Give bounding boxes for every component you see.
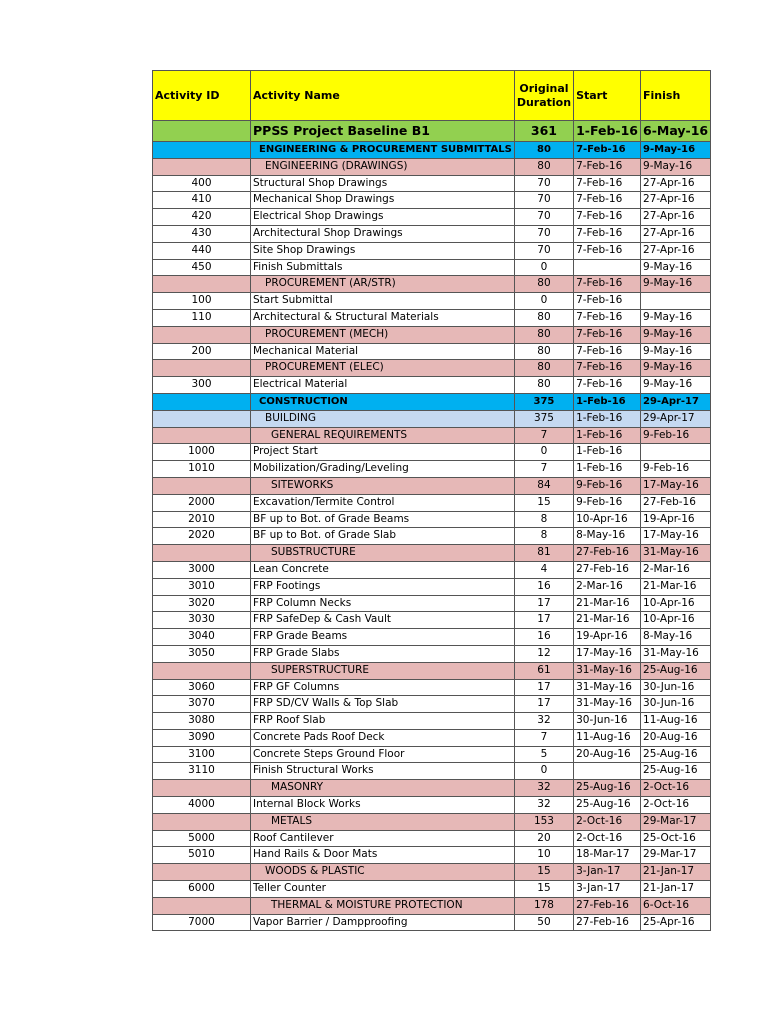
- activity-name-cell: BF up to Bot. of Grade Beams: [251, 511, 515, 528]
- start-cell: 27-Feb-16: [574, 545, 641, 562]
- activity-row: [153, 746, 711, 763]
- start-cell: 9-Feb-16: [574, 477, 641, 494]
- activity-name-cell: Project Start: [251, 444, 515, 461]
- wbs-level1-row: [153, 393, 711, 410]
- activity-row: [153, 713, 711, 730]
- activity-id-cell: 440: [153, 242, 251, 259]
- activity-name-cell: BF up to Bot. of Grade Slab: [251, 528, 515, 545]
- activity-name-cell: ENGINEERING & PROCUREMENT SUBMITTALS: [251, 142, 515, 159]
- start-cell: 7-Feb-16: [574, 309, 641, 326]
- activity-row: [153, 696, 711, 713]
- duration-cell: 15: [514, 864, 573, 881]
- duration-cell: 12: [514, 645, 573, 662]
- activity-name-cell: Electrical Material: [251, 377, 515, 394]
- duration-cell: 10: [514, 847, 573, 864]
- duration-cell: 16: [514, 629, 573, 646]
- activity-row: [153, 461, 711, 478]
- start-cell: 7-Feb-16: [574, 225, 641, 242]
- start-cell: 27-Feb-16: [574, 914, 641, 931]
- activity-id-cell: [153, 393, 251, 410]
- finish-cell: 2-Mar-16: [641, 561, 711, 578]
- activity-name-cell: Electrical Shop Drawings: [251, 209, 515, 226]
- finish-cell: 9-Feb-16: [641, 427, 711, 444]
- finish-cell: 17-May-16: [641, 528, 711, 545]
- start-cell: 3-Jan-17: [574, 864, 641, 881]
- activity-id-cell: 3100: [153, 746, 251, 763]
- activity-id-cell: 5010: [153, 847, 251, 864]
- activity-row: [153, 578, 711, 595]
- start-cell: 18-Mar-17: [574, 847, 641, 864]
- header-original-duration: [514, 71, 573, 121]
- activity-id-cell: 3000: [153, 561, 251, 578]
- wbs-group-row: [153, 326, 711, 343]
- activity-row: [153, 192, 711, 209]
- activity-row: [153, 511, 711, 528]
- start-cell: [574, 259, 641, 276]
- duration-cell: 50: [514, 914, 573, 931]
- activity-id-cell: 7000: [153, 914, 251, 931]
- activity-id-cell: 3030: [153, 612, 251, 629]
- start-cell: 21-Mar-16: [574, 612, 641, 629]
- activity-row: [153, 209, 711, 226]
- activity-id-cell: 6000: [153, 881, 251, 898]
- activity-id-cell: 3090: [153, 729, 251, 746]
- activity-id-cell: 2010: [153, 511, 251, 528]
- activity-id-cell: 110: [153, 309, 251, 326]
- activity-row: [153, 175, 711, 192]
- start-cell: 21-Mar-16: [574, 595, 641, 612]
- duration-cell: 16: [514, 578, 573, 595]
- activity-id-cell: 100: [153, 293, 251, 310]
- activity-id-cell: 410: [153, 192, 251, 209]
- finish-cell: 9-May-16: [641, 276, 711, 293]
- activity-id-cell: 400: [153, 175, 251, 192]
- activity-name-cell: Concrete Steps Ground Floor: [251, 746, 515, 763]
- activity-row: [153, 797, 711, 814]
- duration-cell: 80: [514, 309, 573, 326]
- activity-name-cell: Architectural Shop Drawings: [251, 225, 515, 242]
- finish-cell: 29-Mar-17: [641, 847, 711, 864]
- activity-id-cell: [153, 410, 251, 427]
- activity-id-cell: 3070: [153, 696, 251, 713]
- activity-id-cell: [153, 662, 251, 679]
- activity-id-cell: 300: [153, 377, 251, 394]
- duration-cell: 80: [514, 276, 573, 293]
- activity-row: [153, 259, 711, 276]
- finish-cell: [641, 293, 711, 310]
- wbs-group-row: [153, 360, 711, 377]
- wbs-group-row: [153, 864, 711, 881]
- duration-cell: 80: [514, 343, 573, 360]
- finish-cell: 6-May-16: [641, 121, 711, 142]
- activity-name-cell: Concrete Pads Roof Deck: [251, 729, 515, 746]
- activity-id-cell: [153, 276, 251, 293]
- activity-name-cell: FRP Grade Slabs: [251, 645, 515, 662]
- activity-id-cell: 3050: [153, 645, 251, 662]
- duration-cell: 0: [514, 259, 573, 276]
- start-cell: 7-Feb-16: [574, 142, 641, 159]
- duration-cell: 80: [514, 377, 573, 394]
- activity-name-cell: Vapor Barrier / Dampproofing: [251, 914, 515, 931]
- duration-cell: 153: [514, 813, 573, 830]
- start-cell: 1-Feb-16: [574, 461, 641, 478]
- activity-row: [153, 377, 711, 394]
- activity-row: [153, 612, 711, 629]
- activity-row: [153, 629, 711, 646]
- finish-cell: 25-Aug-16: [641, 746, 711, 763]
- duration-cell: 32: [514, 713, 573, 730]
- wbs-group-row: [153, 662, 711, 679]
- duration-cell: 15: [514, 494, 573, 511]
- activity-id-cell: 450: [153, 259, 251, 276]
- duration-cell: 17: [514, 612, 573, 629]
- finish-cell: 30-Jun-16: [641, 679, 711, 696]
- finish-cell: 30-Jun-16: [641, 696, 711, 713]
- start-cell: 7-Feb-16: [574, 326, 641, 343]
- start-cell: 11-Aug-16: [574, 729, 641, 746]
- activity-name-cell: Internal Block Works: [251, 797, 515, 814]
- finish-cell: 25-Oct-16: [641, 830, 711, 847]
- start-cell: 1-Feb-16: [574, 410, 641, 427]
- activity-name-cell: SUBSTRUCTURE: [251, 545, 515, 562]
- start-cell: 7-Feb-16: [574, 192, 641, 209]
- activity-name-cell: Finish Submittals: [251, 259, 515, 276]
- activity-row: [153, 763, 711, 780]
- activity-name-cell: FRP Grade Beams: [251, 629, 515, 646]
- duration-cell: 20: [514, 830, 573, 847]
- duration-cell: 70: [514, 192, 573, 209]
- finish-cell: 31-May-16: [641, 645, 711, 662]
- wbs-group-row: [153, 813, 711, 830]
- duration-cell: 80: [514, 326, 573, 343]
- start-cell: 31-May-16: [574, 662, 641, 679]
- schedule-body: [153, 71, 711, 931]
- duration-cell: 17: [514, 696, 573, 713]
- activity-id-cell: 2000: [153, 494, 251, 511]
- start-cell: 19-Apr-16: [574, 629, 641, 646]
- activity-row: [153, 293, 711, 310]
- duration-cell: 81: [514, 545, 573, 562]
- activity-name-cell: Start Submittal: [251, 293, 515, 310]
- start-cell: 2-Oct-16: [574, 830, 641, 847]
- wbs-group-row: [153, 897, 711, 914]
- duration-cell: 80: [514, 142, 573, 159]
- activity-row: [153, 914, 711, 931]
- finish-cell: 9-Feb-16: [641, 461, 711, 478]
- wbs-level1-row: [153, 142, 711, 159]
- finish-cell: 31-May-16: [641, 545, 711, 562]
- start-cell: 7-Feb-16: [574, 158, 641, 175]
- activity-name-cell: FRP SD/CV Walls & Top Slab: [251, 696, 515, 713]
- activity-name-cell: Roof Cantilever: [251, 830, 515, 847]
- activity-id-cell: [153, 326, 251, 343]
- activity-name-cell: Finish Structural Works: [251, 763, 515, 780]
- start-cell: 17-May-16: [574, 645, 641, 662]
- activity-row: [153, 225, 711, 242]
- header-duration-line1: Original: [519, 81, 569, 95]
- finish-cell: 25-Aug-16: [641, 763, 711, 780]
- activity-id-cell: 420: [153, 209, 251, 226]
- start-cell: 27-Feb-16: [574, 561, 641, 578]
- activity-name-cell: ENGINEERING (DRAWINGS): [251, 158, 515, 175]
- activity-row: [153, 830, 711, 847]
- header-activity-id: Activity ID: [153, 71, 251, 121]
- activity-name-cell: GENERAL REQUIREMENTS: [251, 427, 515, 444]
- start-cell: 7-Feb-16: [574, 242, 641, 259]
- activity-row: [153, 494, 711, 511]
- activity-id-cell: [153, 360, 251, 377]
- finish-cell: 21-Mar-16: [641, 578, 711, 595]
- finish-cell: 9-May-16: [641, 360, 711, 377]
- activity-row: [153, 309, 711, 326]
- duration-cell: 361: [514, 121, 573, 142]
- activity-row: [153, 847, 711, 864]
- wbs-group-row: [153, 477, 711, 494]
- finish-cell: 2-Oct-16: [641, 797, 711, 814]
- activity-name-cell: THERMAL & MOISTURE PROTECTION: [251, 897, 515, 914]
- activity-name-cell: Mobilization/Grading/Leveling: [251, 461, 515, 478]
- start-cell: 7-Feb-16: [574, 209, 641, 226]
- start-cell: 1-Feb-16: [574, 444, 641, 461]
- finish-cell: 29-Mar-17: [641, 813, 711, 830]
- header-activity-name: Activity Name: [251, 71, 515, 121]
- activity-name-cell: FRP Footings: [251, 578, 515, 595]
- activity-row: [153, 595, 711, 612]
- header-finish: Finish: [641, 71, 711, 121]
- activity-name-cell: Mechanical Shop Drawings: [251, 192, 515, 209]
- activity-name-cell: Hand Rails & Door Mats: [251, 847, 515, 864]
- finish-cell: 9-May-16: [641, 343, 711, 360]
- finish-cell: 19-Apr-16: [641, 511, 711, 528]
- activity-id-cell: 3080: [153, 713, 251, 730]
- activity-name-cell: Mechanical Material: [251, 343, 515, 360]
- activity-row: [153, 343, 711, 360]
- duration-cell: 4: [514, 561, 573, 578]
- finish-cell: 27-Apr-16: [641, 192, 711, 209]
- activity-row: [153, 679, 711, 696]
- wbs-group-row: [153, 780, 711, 797]
- duration-cell: 8: [514, 511, 573, 528]
- activity-name-cell: CONSTRUCTION: [251, 393, 515, 410]
- activity-name-cell: PPSS Project Baseline B1: [251, 121, 515, 142]
- activity-name-cell: WOODS & PLASTIC: [251, 864, 515, 881]
- activity-id-cell: 430: [153, 225, 251, 242]
- duration-cell: 0: [514, 293, 573, 310]
- finish-cell: 11-Aug-16: [641, 713, 711, 730]
- activity-row: [153, 444, 711, 461]
- wbs-group-row: [153, 158, 711, 175]
- project-row: [153, 121, 711, 142]
- start-cell: [574, 763, 641, 780]
- activity-id-cell: 1000: [153, 444, 251, 461]
- activity-row: [153, 645, 711, 662]
- activity-name-cell: PROCUREMENT (ELEC): [251, 360, 515, 377]
- finish-cell: 10-Apr-16: [641, 612, 711, 629]
- finish-cell: 10-Apr-16: [641, 595, 711, 612]
- duration-cell: 0: [514, 444, 573, 461]
- finish-cell: 6-Oct-16: [641, 897, 711, 914]
- start-cell: 1-Feb-16: [574, 121, 641, 142]
- activity-name-cell: PROCUREMENT (AR/STR): [251, 276, 515, 293]
- duration-cell: 7: [514, 427, 573, 444]
- activity-id-cell: 2020: [153, 528, 251, 545]
- start-cell: 20-Aug-16: [574, 746, 641, 763]
- finish-cell: 9-May-16: [641, 259, 711, 276]
- activity-id-cell: [153, 813, 251, 830]
- start-cell: 8-May-16: [574, 528, 641, 545]
- activity-id-cell: [153, 864, 251, 881]
- activity-name-cell: Site Shop Drawings: [251, 242, 515, 259]
- duration-cell: 0: [514, 763, 573, 780]
- activity-id-cell: 5000: [153, 830, 251, 847]
- activity-name-cell: PROCUREMENT (MECH): [251, 326, 515, 343]
- duration-cell: 70: [514, 209, 573, 226]
- activity-name-cell: FRP Column Necks: [251, 595, 515, 612]
- duration-cell: 61: [514, 662, 573, 679]
- duration-cell: 7: [514, 461, 573, 478]
- duration-cell: 7: [514, 729, 573, 746]
- start-cell: 25-Aug-16: [574, 797, 641, 814]
- activity-name-cell: SITEWORKS: [251, 477, 515, 494]
- finish-cell: 27-Apr-16: [641, 242, 711, 259]
- wbs-level2-row: [153, 410, 711, 427]
- start-cell: 7-Feb-16: [574, 175, 641, 192]
- finish-cell: 9-May-16: [641, 377, 711, 394]
- duration-cell: 70: [514, 175, 573, 192]
- finish-cell: 29-Apr-17: [641, 410, 711, 427]
- duration-cell: 32: [514, 797, 573, 814]
- activity-id-cell: [153, 897, 251, 914]
- finish-cell: 27-Apr-16: [641, 225, 711, 242]
- activity-id-cell: [153, 427, 251, 444]
- finish-cell: 25-Apr-16: [641, 914, 711, 931]
- start-cell: 2-Oct-16: [574, 813, 641, 830]
- activity-id-cell: 4000: [153, 797, 251, 814]
- finish-cell: [641, 444, 711, 461]
- duration-cell: 70: [514, 242, 573, 259]
- duration-cell: 80: [514, 360, 573, 377]
- finish-cell: 27-Apr-16: [641, 175, 711, 192]
- finish-cell: 25-Aug-16: [641, 662, 711, 679]
- start-cell: 7-Feb-16: [574, 377, 641, 394]
- finish-cell: 21-Jan-17: [641, 864, 711, 881]
- activity-id-cell: 3040: [153, 629, 251, 646]
- wbs-group-row: [153, 276, 711, 293]
- finish-cell: 29-Apr-17: [641, 393, 711, 410]
- header-duration-line2: Duration: [516, 95, 572, 109]
- duration-cell: 5: [514, 746, 573, 763]
- start-cell: 7-Feb-16: [574, 343, 641, 360]
- duration-cell: 8: [514, 528, 573, 545]
- activity-row: [153, 528, 711, 545]
- duration-cell: 84: [514, 477, 573, 494]
- schedule-table: [152, 70, 711, 931]
- finish-cell: 2-Oct-16: [641, 780, 711, 797]
- activity-id-cell: 1010: [153, 461, 251, 478]
- start-cell: 7-Feb-16: [574, 360, 641, 377]
- duration-cell: 375: [514, 410, 573, 427]
- activity-name-cell: Architectural & Structural Materials: [251, 309, 515, 326]
- wbs-group-row: [153, 545, 711, 562]
- duration-cell: 70: [514, 225, 573, 242]
- activity-name-cell: MASONRY: [251, 780, 515, 797]
- start-cell: 9-Feb-16: [574, 494, 641, 511]
- activity-id-cell: 3010: [153, 578, 251, 595]
- activity-name-cell: FRP GF Columns: [251, 679, 515, 696]
- duration-cell: 178: [514, 897, 573, 914]
- start-cell: 27-Feb-16: [574, 897, 641, 914]
- activity-row: [153, 881, 711, 898]
- finish-cell: 9-May-16: [641, 326, 711, 343]
- activity-name-cell: METALS: [251, 813, 515, 830]
- start-cell: 31-May-16: [574, 679, 641, 696]
- activity-name-cell: Excavation/Termite Control: [251, 494, 515, 511]
- activity-id-cell: 3060: [153, 679, 251, 696]
- start-cell: 2-Mar-16: [574, 578, 641, 595]
- start-cell: 31-May-16: [574, 696, 641, 713]
- activity-name-cell: Teller Counter: [251, 881, 515, 898]
- activity-name-cell: Lean Concrete: [251, 561, 515, 578]
- start-cell: 25-Aug-16: [574, 780, 641, 797]
- activity-id-cell: [153, 121, 251, 142]
- activity-row: [153, 242, 711, 259]
- header-row: [153, 71, 711, 121]
- duration-cell: 375: [514, 393, 573, 410]
- start-cell: 3-Jan-17: [574, 881, 641, 898]
- start-cell: 7-Feb-16: [574, 293, 641, 310]
- activity-id-cell: 3110: [153, 763, 251, 780]
- activity-name-cell: SUPERSTRUCTURE: [251, 662, 515, 679]
- wbs-group-row: [153, 427, 711, 444]
- start-cell: 30-Jun-16: [574, 713, 641, 730]
- header-start: Start: [574, 71, 641, 121]
- duration-cell: 15: [514, 881, 573, 898]
- activity-id-cell: 3020: [153, 595, 251, 612]
- activity-name-cell: BUILDING: [251, 410, 515, 427]
- start-cell: 10-Apr-16: [574, 511, 641, 528]
- finish-cell: 20-Aug-16: [641, 729, 711, 746]
- activity-id-cell: [153, 545, 251, 562]
- activity-id-cell: [153, 158, 251, 175]
- start-cell: 1-Feb-16: [574, 427, 641, 444]
- start-cell: 1-Feb-16: [574, 393, 641, 410]
- activity-name-cell: FRP Roof Slab: [251, 713, 515, 730]
- activity-id-cell: [153, 142, 251, 159]
- start-cell: 7-Feb-16: [574, 276, 641, 293]
- finish-cell: 27-Feb-16: [641, 494, 711, 511]
- duration-cell: 17: [514, 595, 573, 612]
- duration-cell: 80: [514, 158, 573, 175]
- duration-cell: 17: [514, 679, 573, 696]
- finish-cell: 9-May-16: [641, 309, 711, 326]
- activity-name-cell: Structural Shop Drawings: [251, 175, 515, 192]
- activity-id-cell: [153, 780, 251, 797]
- activity-row: [153, 729, 711, 746]
- finish-cell: 9-May-16: [641, 142, 711, 159]
- activity-row: [153, 561, 711, 578]
- finish-cell: 21-Jan-17: [641, 881, 711, 898]
- finish-cell: 9-May-16: [641, 158, 711, 175]
- duration-cell: 32: [514, 780, 573, 797]
- activity-id-cell: 200: [153, 343, 251, 360]
- finish-cell: 8-May-16: [641, 629, 711, 646]
- activity-name-cell: FRP SafeDep & Cash Vault: [251, 612, 515, 629]
- activity-id-cell: [153, 477, 251, 494]
- finish-cell: 17-May-16: [641, 477, 711, 494]
- finish-cell: 27-Apr-16: [641, 209, 711, 226]
